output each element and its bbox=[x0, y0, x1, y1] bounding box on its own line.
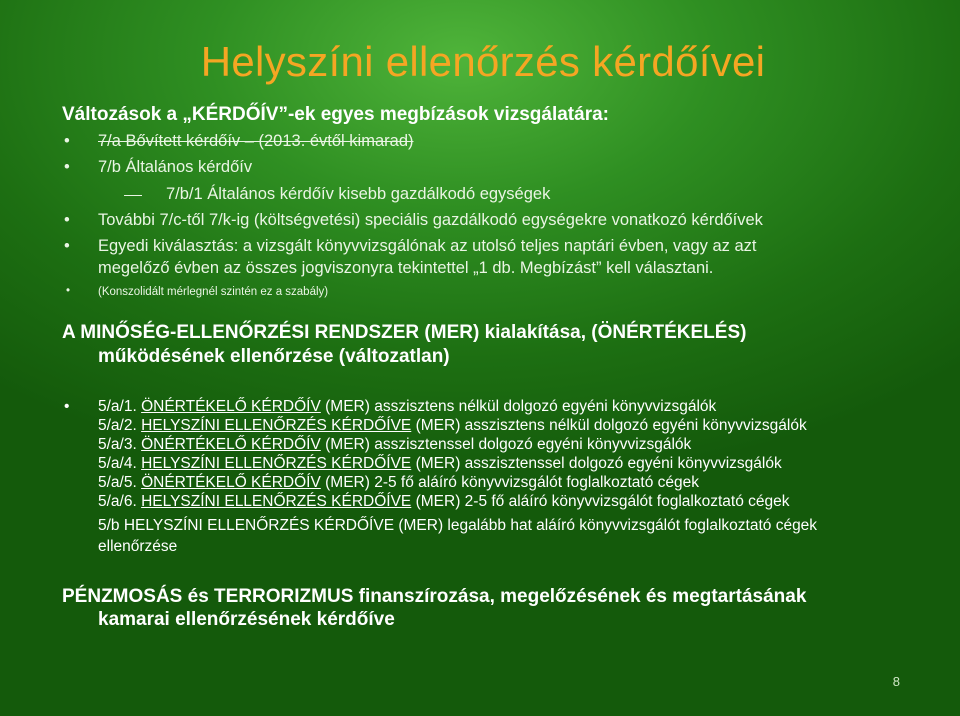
mer-item-5b-line2: ellenőrzése bbox=[98, 538, 178, 555]
bullet-konszolidalt: (Konszolidált mérlegnél szintén ez a szabály) bbox=[98, 286, 329, 298]
mer-heading-line2: működésének ellenőrzése (változatlan) bbox=[98, 346, 450, 367]
bullet-7b1: 7/b/1 Általános kérdőív kisebb gazdálkodó egységek bbox=[166, 185, 551, 203]
mer-item-rest: (MER) asszisztens nélkül dolgozó egyéni könyvvizsgálók bbox=[320, 398, 717, 415]
bullet-marker: • bbox=[64, 158, 70, 176]
mer-heading-line1: A MINŐSÉG-ELLENŐRZÉSI RENDSZER (MER) kialakítása, (ÖNÉRTÉKELÉS) bbox=[62, 322, 747, 343]
bullet-marker: • bbox=[64, 211, 70, 229]
page-number: 8 bbox=[892, 674, 900, 689]
bullet-7a: 7/a Bővített kérdőív – (2013. évtől kimarad) bbox=[98, 132, 414, 150]
mer-item-num: 5/a/4. bbox=[98, 455, 137, 472]
bullet-egyedi-line2: megelőző évben az összes jogviszonyra tekintettel „1 db. Megbízást” kell választani. bbox=[98, 259, 714, 277]
money-heading-line2: kamarai ellenőrzésének kérdőíve bbox=[98, 609, 395, 630]
mer-item-rest: (MER) asszisztenssel dolgozó egyéni könyvvizsgálók bbox=[320, 436, 692, 453]
slide-title: Helyszíni ellenőrzés kérdőívei bbox=[200, 38, 766, 85]
mer-item-key: HELYSZÍNI ELLENŐRZÉS KÉRDŐÍVE bbox=[141, 455, 412, 472]
mer-item-rest: (MER) 2-5 fő aláíró könyvvizsgálót foglalkoztató cégek bbox=[411, 493, 790, 510]
bullet-marker: • bbox=[64, 132, 70, 150]
mer-item-num: 5/a/3. bbox=[98, 436, 137, 453]
mer-item-key: ÖNÉRTÉKELŐ KÉRDŐÍV bbox=[141, 436, 321, 453]
mer-item-key: ÖNÉRTÉKELŐ KÉRDŐÍV bbox=[141, 474, 321, 491]
money-heading-line1: PÉNZMOSÁS és TERRORIZMUS finanszírozása, megelőzésének és megtartásának bbox=[62, 586, 807, 607]
bullet-egyedi-line1: Egyedi kiválasztás: a vizsgált könyvvizsgálónak az utolsó teljes naptári évben, vagy az azt bbox=[98, 237, 757, 255]
mer-item-5a2 bbox=[98, 417, 807, 435]
bullet-marker: • bbox=[64, 398, 70, 415]
mer-item-key: HELYSZÍNI ELLENŐRZÉS KÉRDŐÍVE bbox=[141, 493, 412, 510]
mer-item-5a3 bbox=[98, 436, 691, 454]
mer-item-5a4 bbox=[98, 455, 782, 473]
bullet-marker: • bbox=[66, 285, 71, 297]
mer-item-rest: (MER) 2-5 fő aláíró könyvvizsgálót foglalkoztató cégek bbox=[320, 474, 700, 491]
subheading: Változások a „KÉRDŐÍV”-ek egyes megbízások vizsgálatára: bbox=[62, 104, 609, 125]
mer-item-key: HELYSZÍNI ELLENŐRZÉS KÉRDŐÍVE bbox=[141, 417, 412, 434]
mer-item-num: 5/a/2. bbox=[98, 417, 137, 434]
mer-item-key: ÖNÉRTÉKELŐ KÉRDŐÍV bbox=[141, 398, 321, 415]
mer-item-rest: (MER) asszisztens nélkül dolgozó egyéni könyvvizsgálók bbox=[411, 417, 807, 434]
bullet-marker: • bbox=[64, 237, 70, 255]
mer-item-rest: (MER) asszisztenssel dolgozó egyéni könyvvizsgálók bbox=[411, 455, 782, 472]
mer-item-num: 5/a/1. bbox=[98, 398, 137, 415]
mer-item-5a6 bbox=[98, 493, 789, 511]
mer-item-5b-line1: 5/b HELYSZÍNI ELLENŐRZÉS KÉRDŐÍVE (MER) legalább hat aláíró könyvvizsgálót foglalkoztató cégek bbox=[98, 517, 818, 534]
bullet-7c-7k: További 7/c-től 7/k-ig (költségvetési) speciális gazdálkodó egységekre vonatkozó kérdőívek bbox=[98, 211, 763, 229]
mer-item-5a1 bbox=[98, 398, 716, 416]
bullet-7b: 7/b Általános kérdőív bbox=[98, 158, 253, 176]
sub-bullet-dash bbox=[124, 195, 142, 196]
mer-item-5a5 bbox=[98, 474, 699, 492]
mer-item-num: 5/a/5. bbox=[98, 474, 137, 491]
mer-item-num: 5/a/6. bbox=[98, 493, 137, 510]
